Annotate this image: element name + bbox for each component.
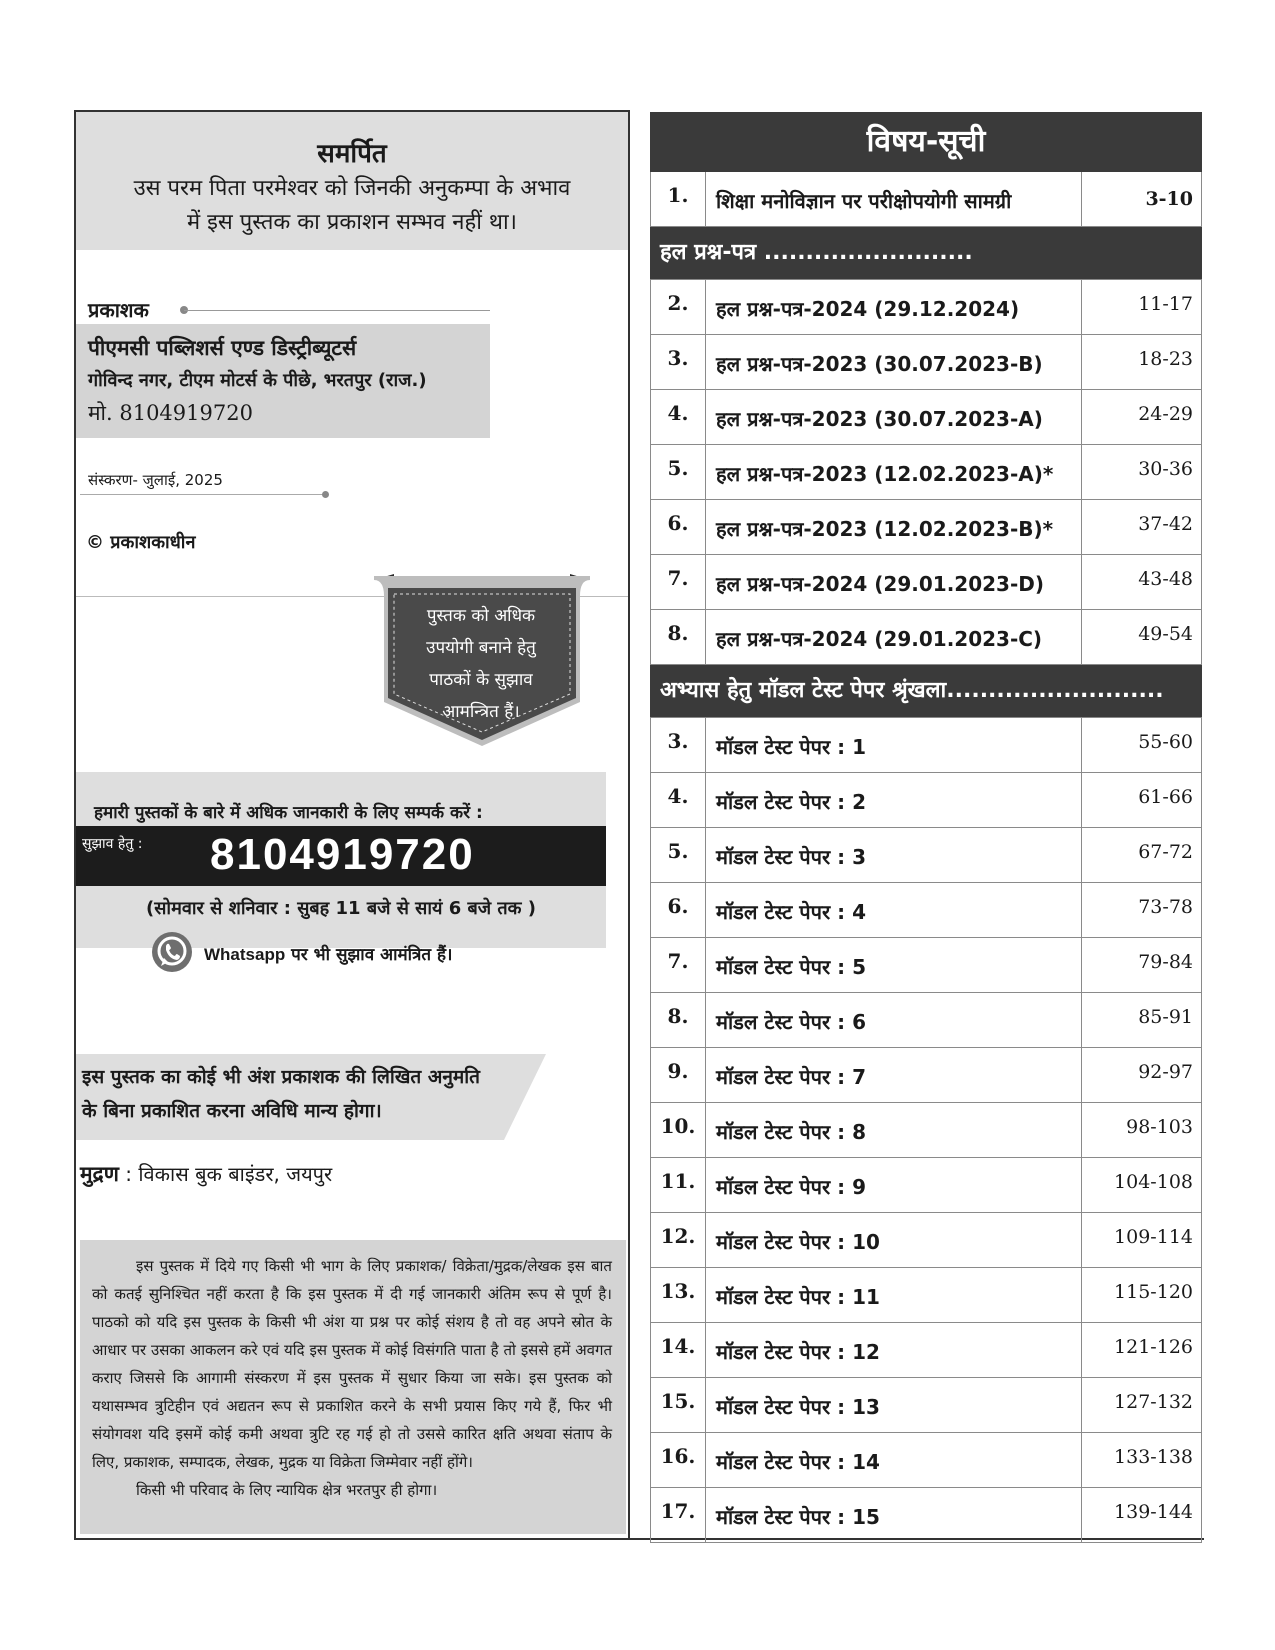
toc-row (650, 773, 1202, 828)
suggestion-label: सुझाव हेतु : (82, 836, 143, 852)
toc-title: मॉडल टेस्ट पेपर : 5 (706, 938, 1082, 992)
publisher-address: गोविन्द नगर, टीएम मोटर्स के पीछे, भरतपुर (राज.) (88, 370, 427, 391)
printer-label: मुद्रण (80, 1162, 119, 1186)
ribbon-text (398, 600, 564, 728)
toc-pages: 55-60 (1138, 731, 1193, 753)
toc-number: 15. (651, 1378, 706, 1432)
toc-section-model-papers: अभ्यास हेतु मॉडल टेस्ट पेपर श्रृंखला.......................... (650, 665, 1202, 718)
toc-title: मॉडल टेस्ट पेपर : 13 (706, 1378, 1082, 1432)
whatsapp-suffix: पर भी सुझाव आमंत्रित हैं। (285, 945, 453, 965)
toc-pages: 30-36 (1138, 458, 1193, 480)
toc-pages: 3-10 (1145, 188, 1193, 210)
toc-number: 5. (651, 445, 706, 499)
toc-pages: 133-138 (1114, 1446, 1193, 1468)
toc-pages: 109-114 (1114, 1226, 1193, 1248)
toc-heading: विषय-सूची (650, 112, 1202, 172)
model-papers-list (650, 718, 1202, 1543)
whatsapp-text (204, 942, 452, 965)
toc-row (650, 1103, 1202, 1158)
toc-row (650, 938, 1202, 993)
toc-pages: 115-120 (1114, 1281, 1193, 1303)
toc-pages: 18-23 (1138, 348, 1193, 370)
dedication-line-1: उस परम पिता परमेश्वर को जिनकी अनुकम्पा के अभाव (133, 176, 571, 201)
toc-title: मॉडल टेस्ट पेपर : 7 (706, 1048, 1082, 1102)
toc-title: शिक्षा मनोविज्ञान पर परीक्षोपयोगी सामग्री (706, 172, 1082, 226)
toc-pages: 73-78 (1138, 896, 1193, 918)
toc-number: 7. (651, 938, 706, 992)
toc-number: 6. (651, 883, 706, 937)
toc-title: मॉडल टेस्ट पेपर : 6 (706, 993, 1082, 1047)
toc-title: हल प्रश्न-पत्र-2023 (12.02.2023-B)* (706, 500, 1082, 554)
contact-box (76, 772, 606, 948)
toc-pages: 104-108 (1114, 1171, 1193, 1193)
toc-number: 6. (651, 500, 706, 554)
dedication-line-2: में इस पुस्तक का प्रकाशन सम्भव नहीं था। (186, 210, 517, 235)
toc-row (650, 280, 1202, 335)
toc-row (650, 172, 1202, 227)
ribbon-line-1: पुस्तक को अधिक (426, 606, 536, 626)
toc-row (650, 390, 1202, 445)
toc-number: 9. (651, 1048, 706, 1102)
notice-line-1: इस पुस्तक का कोई भी अंश प्रकाशक की लिखित अनुमति (82, 1066, 480, 1088)
toc-number: 10. (651, 1103, 706, 1157)
printer-info (80, 1160, 332, 1188)
toc-title: मॉडल टेस्ट पेपर : 15 (706, 1488, 1082, 1542)
toc-row (650, 1213, 1202, 1268)
publisher-rule (184, 310, 490, 311)
toc-title: मॉडल टेस्ट पेपर : 12 (706, 1323, 1082, 1377)
toc-title: मॉडल टेस्ट पेपर : 9 (706, 1158, 1082, 1212)
toc-pages: 24-29 (1138, 403, 1193, 425)
column-divider (628, 110, 630, 1540)
toc-pages: 67-72 (1138, 841, 1193, 863)
whatsapp-icon (150, 930, 194, 974)
toc-title: हल प्रश्न-पत्र-2023 (12.02.2023-A)* (706, 445, 1082, 499)
toc-pages: 85-91 (1138, 1006, 1193, 1028)
phone-band (76, 826, 606, 886)
toc-row (650, 1378, 1202, 1433)
toc-number: 3. (651, 718, 706, 772)
toc-title: मॉडल टेस्ट पेपर : 3 (706, 828, 1082, 882)
printer-name: : विकास बुक बाइंडर, जयपुर (118, 1162, 333, 1186)
toc-number: 2. (651, 280, 706, 334)
toc-title: मॉडल टेस्ट पेपर : 10 (706, 1213, 1082, 1267)
toc-title: मॉडल टेस्ट पेपर : 11 (706, 1268, 1082, 1322)
disclaimer-box (80, 1240, 626, 1534)
contact-line: हमारी पुस्तकों के बारे में अधिक जानकारी के लिए सम्पर्क करें : (94, 803, 483, 823)
toc-pages: 49-54 (1138, 623, 1193, 645)
toc-title: हल प्रश्न-पत्र-2024 (29.12.2024) (706, 280, 1082, 334)
toc-row (650, 555, 1202, 610)
notice-line-2: के बिना प्रकाशित करना अविधि मान्य होगा। (82, 1100, 382, 1122)
edition-text: संस्करण- जुलाई, 2025 (88, 471, 223, 489)
toc-number: 12. (651, 1213, 706, 1267)
toc-row (650, 610, 1202, 665)
toc-pages: 79-84 (1138, 951, 1193, 973)
copyright-text: © प्रकाशकाधीन (86, 532, 196, 553)
jurisdiction-note: किसी भी परिवाद के लिए न्यायिक क्षेत्र भरतपुर ही होगा। (136, 1481, 438, 1499)
toc-row (650, 1268, 1202, 1323)
toc-title: हल प्रश्न-पत्र-2023 (30.07.2023-A) (706, 390, 1082, 444)
toc-title: मॉडल टेस्ट पेपर : 1 (706, 718, 1082, 772)
toc-row (650, 828, 1202, 883)
toc-row (650, 1433, 1202, 1488)
toc-title: मॉडल टेस्ट पेपर : 2 (706, 773, 1082, 827)
toc-pages: 11-17 (1138, 293, 1193, 315)
publisher-box (76, 324, 490, 438)
bullet-dot (322, 491, 329, 498)
toc-number: 8. (651, 993, 706, 1047)
toc-row (650, 500, 1202, 555)
toc-number: 3. (651, 335, 706, 389)
toc-number: 4. (651, 390, 706, 444)
toc-number: 11. (651, 1158, 706, 1212)
toc-row (650, 445, 1202, 500)
toc-number: 17. (651, 1488, 706, 1542)
table-of-contents (650, 112, 1202, 1543)
notice-text (82, 1060, 532, 1128)
toc-number: 8. (651, 610, 706, 664)
publisher-label: प्रकाशक (88, 298, 149, 322)
toc-row (650, 883, 1202, 938)
toc-number: 5. (651, 828, 706, 882)
publisher-name: पीएमसी पब्लिशर्स एण्ड डिस्ट्रीब्यूटर्स (88, 336, 357, 360)
toc-number: 4. (651, 773, 706, 827)
toc-title: हल प्रश्न-पत्र-2023 (30.07.2023-B) (706, 335, 1082, 389)
phone-number: 8104919720 (210, 830, 475, 879)
toc-title: हल प्रश्न-पत्र-2024 (29.01.2023-C) (706, 610, 1082, 664)
dedication-box (76, 112, 628, 250)
toc-title: मॉडल टेस्ट पेपर : 4 (706, 883, 1082, 937)
disclaimer-paragraph: इस पुस्तक में दिये गए किसी भी भाग के लिए प्रकाशक/ विक्रेता/मुद्रक/लेखक इस बात को कतई सुनिश्चित नहीं करता है कि इस पुस्तक में दी गई जानकारी अंतिम रूप से पूर्ण है। पाठको को यदि इस पुस्तक के किसी भी अंश या प्रश्न पर कोई संशय है तो वह अपने स्रोत के आधार पर उसका आकलन करे एवं यदि इस पुस्तक में कोई विसंगति पाता है तो इससे हमें अवगत कराए जिससे कि आगामी संस्करण में इस पुस्तक में सुधार किया जा सके। इस पुस्तक को यथासम्भव त्रुटिहीन एवं अद्यतन रूप से प्रकाशित करने के सभी प्रयास किए गये हैं, फिर भी संयोगवश यदि इसमें कोई कमी अथवा त्रुटि रह गई हो तो उससे कारित क्षति अथवा संताप के लिए, प्रकाशक, सम्पादक, लेखक, मुद्रक या विक्रेता जिम्मेवार नहीं होंगे। (92, 1257, 612, 1471)
solved-papers-list (650, 280, 1202, 665)
toc-row (650, 335, 1202, 390)
toc-row (650, 718, 1202, 773)
toc-pages: 139-144 (1114, 1501, 1193, 1523)
toc-title: मॉडल टेस्ट पेपर : 8 (706, 1103, 1082, 1157)
toc-number: 16. (651, 1433, 706, 1487)
toc-section-solved-papers: हल प्रश्न-पत्र ......................... (650, 227, 1202, 280)
dedication-title: समर्पित (317, 139, 387, 169)
toc-row (650, 1048, 1202, 1103)
toc-pages: 127-132 (1114, 1391, 1193, 1413)
publisher-mobile: मो. 8104919720 (88, 401, 253, 425)
ribbon-line-3: पाठकों के सुझाव (429, 670, 533, 690)
ribbon-line-4: आमन्त्रित हैं। (442, 702, 520, 722)
toc-pages: 61-66 (1138, 786, 1193, 808)
toc-number: 7. (651, 555, 706, 609)
toc-pages: 98-103 (1126, 1116, 1193, 1138)
ribbon-line-2: उपयोगी बनाने हेतु (426, 638, 536, 658)
toc-pages: 121-126 (1114, 1336, 1193, 1358)
toc-row (650, 1158, 1202, 1213)
toc-title: मॉडल टेस्ट पेपर : 14 (706, 1433, 1082, 1487)
toc-title: हल प्रश्न-पत्र-2024 (29.01.2023-D) (706, 555, 1082, 609)
toc-pages: 43-48 (1138, 568, 1193, 590)
whatsapp-brand: Whatsapp (204, 945, 286, 964)
toc-number: 14. (651, 1323, 706, 1377)
edition-rule (80, 494, 326, 495)
toc-number: 1. (651, 172, 706, 226)
toc-pages: 37-42 (1138, 513, 1193, 535)
timing-text: (सोमवार से शनिवार : सुबह 11 बजे से सायं 6 बजे तक ) (146, 898, 536, 919)
toc-pages: 92-97 (1138, 1061, 1193, 1083)
toc-row (650, 1323, 1202, 1378)
toc-row (650, 1488, 1202, 1543)
toc-row (650, 993, 1202, 1048)
toc-number: 13. (651, 1268, 706, 1322)
